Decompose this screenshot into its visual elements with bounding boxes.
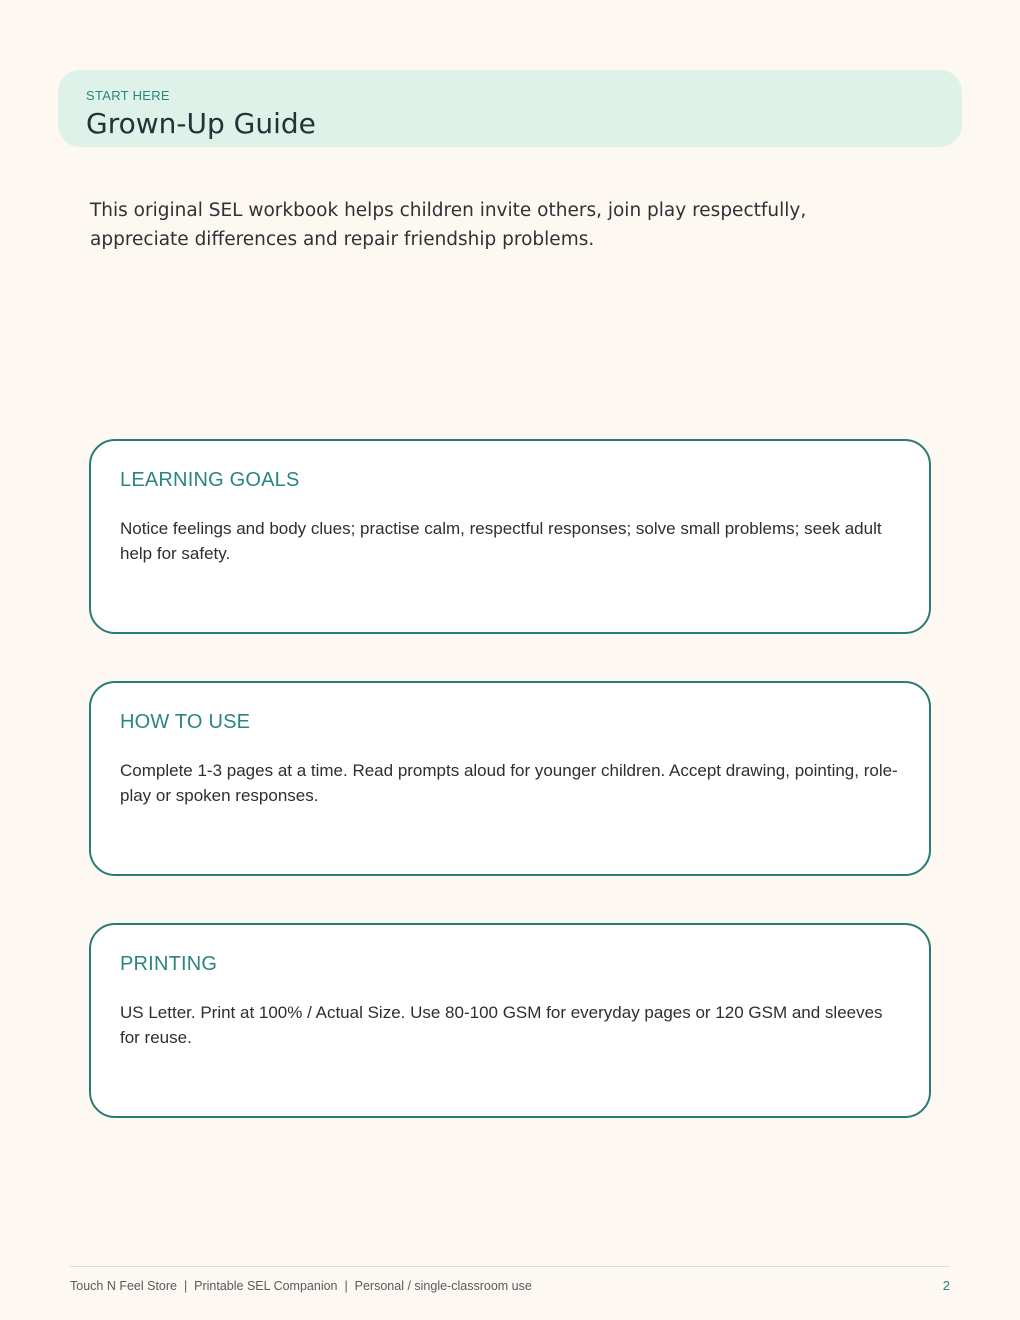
how-to-use-card — [89, 681, 931, 876]
printing-heading: PRINTING — [120, 953, 218, 975]
learning-goals-body: Notice feelings and body clues; practise calm, respectful responses; solve small problems; seek adult help for safety. — [120, 519, 882, 563]
printing-card — [89, 923, 931, 1118]
footer-text: Touch N Feel Store | Printable SEL Companion | Personal / single-classroom use — [70, 1279, 532, 1293]
page-title: Grown-Up Guide — [86, 107, 316, 140]
printing-body: US Letter. Print at 100% / Actual Size. Use 80-100 GSM for everyday pages or 120 GSM and sleeves for reuse. — [120, 1003, 883, 1047]
how-to-use-body: Complete 1-3 pages at a time. Read prompts aloud for younger children. Accept drawing, pointing, role-play or spoken responses. — [120, 761, 898, 805]
eyebrow-label: START HERE — [86, 88, 170, 103]
header-banner — [58, 70, 962, 147]
footer-divider — [70, 1266, 950, 1267]
intro-paragraph: This original SEL workbook helps children invite others, join play respectfully, appreciate differences and repair friendship problems. — [90, 200, 807, 250]
learning-goals-heading: LEARNING GOALS — [120, 469, 300, 491]
learning-goals-card — [89, 439, 931, 634]
how-to-use-heading: HOW TO USE — [120, 711, 251, 733]
page-number: 2 — [942, 1278, 950, 1293]
